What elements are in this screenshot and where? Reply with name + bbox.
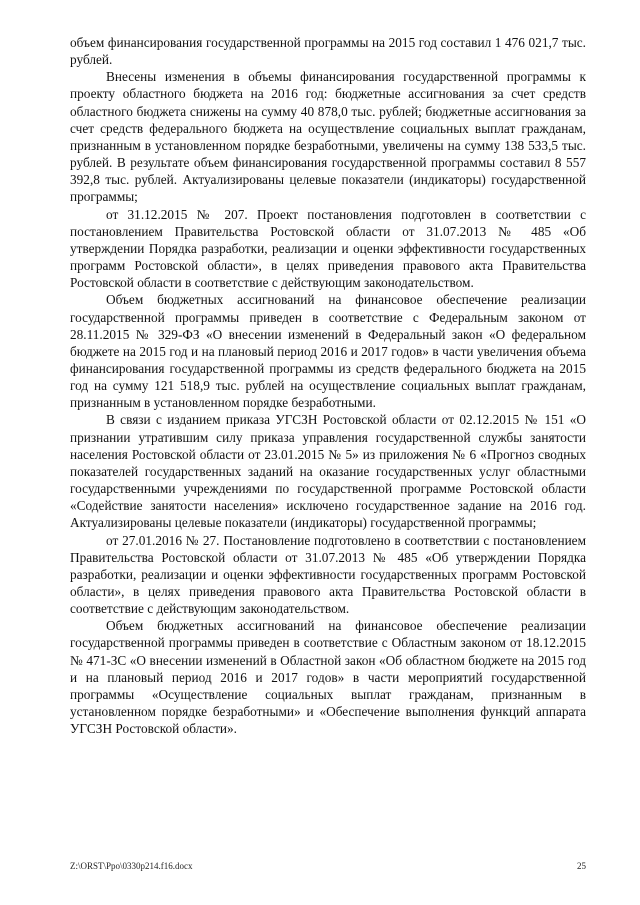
- paragraph-order-151: В связи с изданием приказа УГСЗН Ростовской области от 02.12.2015 № 151 «О признании утратившим силу приказа управления государственной службы занятости населения Ростовской области от 23.01.2015 № 5» из приложения № 6 «Прогноз сводных показателей государственных заданий на оказание государственных услуг областными государственными учреждениями по государственной программе Ростовской области «Содействие занятости населения» исключено государственное задание на 2016 год. Актуализированы целевые показатели (индикаторы) государственной программы;: [70, 412, 586, 531]
- paragraph-federal-law: Объем бюджетных ассигнований на финансовое обеспечение реализации государственной программы приведен в соответствие с Федеральным законом от 28.11.2015 № 329-ФЗ «О внесении изменений в Федеральный закон «О федеральном бюджете на 2015 год и на плановый период 2016 и 2017 годов» в части увеличения объема финансирования государственной программы из средств федерального бюджета на 2015 год на сумму 121 518,9 тыс. рублей на осуществление социальных выплат гражданам, признанным в установленном порядке безработными.: [70, 292, 586, 411]
- paragraph-resolution-207: от 31.12.2015 № 207. Проект постановления подготовлен в соответствии с постановлением Правительства Ростовской области от 31.07.2013 № 485 «Об утверждении Порядка разработки, реализации и оценки эффективности государственных программ Ростовской области», в целях приведения правового акта Правительства Ростовской области в соответствие с действующим законодательством.: [70, 206, 586, 291]
- paragraph-budget-changes: Внесены изменения в объемы финансирования государственной программы к проекту областного бюджета на 2016 год: бюджетные ассигнования за счет средств областного бюджета снижены на сумму 40 878,0 тыс. рублей; бюджетные ассигнования за счет средств федерального бюджета на осуществление социальных выплат гражданам, признанным в установленном порядке безработными, увеличены на сумму 138 533,5 тыс. рублей. В результате объем финансирования государственной программы составил 8 557 392,8 тыс. рублей. Актуализированы целевые показатели (индикаторы) государственной программы;: [70, 69, 586, 205]
- paragraph-regional-law: Объем бюджетных ассигнований на финансовое обеспечение реализации государственной программы приведен в соответствие с Областным законом от 18.12.2015 № 471-ЗС «О внесении изменений в Областной закон «Об областном бюджете на 2015 год и на плановый период 2016 и 2017 годов» в части мероприятий государственной программы «Осуществление социальных выплат гражданам, признанным в установленном порядке безработными» и «Обеспечение выполнения функций аппарата УГСЗН Ростовской области».: [70, 618, 586, 737]
- paragraph-continuation: объем финансирования государственной программы на 2015 год составил 1 476 021,7 тыс. рублей.: [70, 35, 586, 68]
- paragraph-resolution-27: от 27.01.2016 № 27. Постановление подготовлено в соответствии с постановлением Правительства Ростовской области от 31.07.2013 № 485 «Об утверждении Порядка разработки, реализации и оценки эффективности государственных программ Ростовской области», в целях приведения правового акта Правительства Ростовской области в соответствие с действующим законодательством.: [70, 532, 586, 617]
- page-number: 25: [577, 861, 586, 871]
- document-body: [70, 34, 586, 737]
- file-path: Z:\ORST\Ppo\0330p214.f16.docx: [70, 861, 193, 871]
